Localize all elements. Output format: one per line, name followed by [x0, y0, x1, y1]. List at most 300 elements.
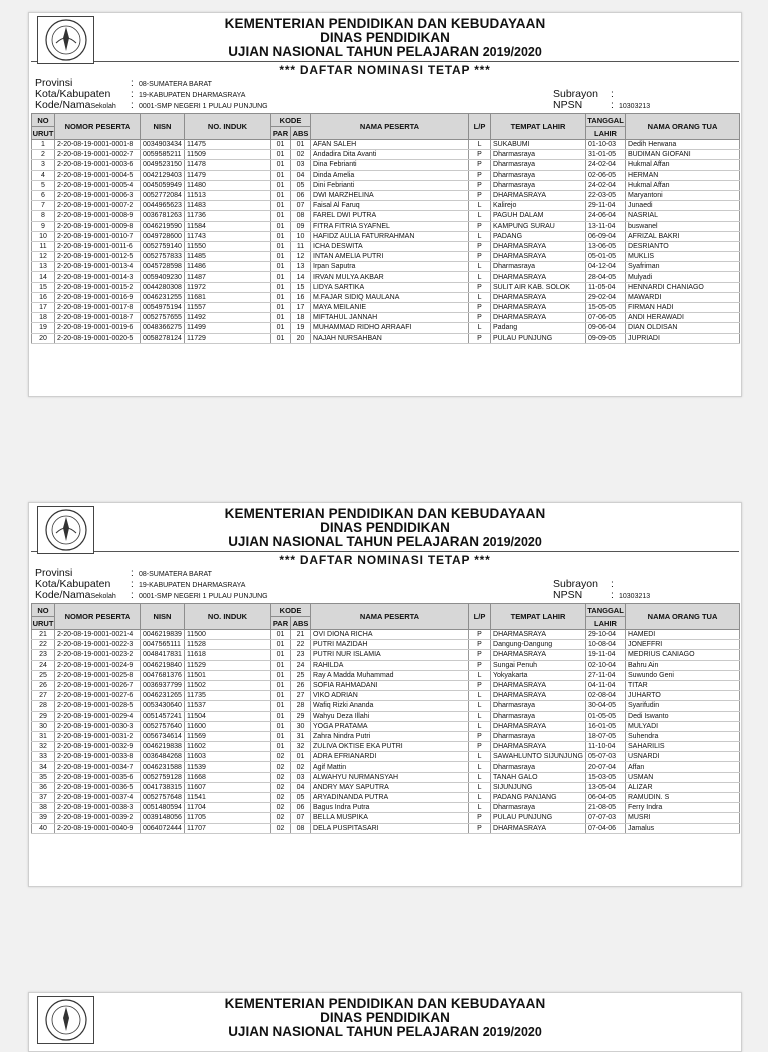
- table-cell: 02: [271, 772, 291, 782]
- table-row: [32, 680, 740, 690]
- table-cell: 02: [271, 793, 291, 803]
- table-cell: 11-05-04: [586, 282, 626, 292]
- table-cell: 0045059949: [141, 180, 185, 190]
- table-cell: 0049728600: [141, 231, 185, 241]
- table-cell: HAFIDZ AULIA FATURRAHMAN: [311, 231, 469, 241]
- table-cell: 31: [291, 731, 311, 741]
- table-cell: DHARMASRAYA: [491, 650, 586, 660]
- table-row: [32, 823, 740, 833]
- table-cell: Kalirejo: [491, 201, 586, 211]
- table-cell: 26: [32, 680, 55, 690]
- table-cell: 11569: [185, 731, 271, 741]
- table-cell: ICHA DESWITA: [311, 241, 469, 251]
- table-cell: 01: [271, 160, 291, 170]
- table-cell: 0036937799: [141, 680, 185, 690]
- table-cell: 16-01-05: [586, 721, 626, 731]
- table-cell: 01: [271, 731, 291, 741]
- table-cell: 11550: [185, 241, 271, 251]
- table-cell: 29-10-04: [586, 630, 626, 640]
- table-cell: OVI DIONA RICHA: [311, 630, 469, 640]
- table-cell: 01: [271, 323, 291, 333]
- table-cell: P: [469, 823, 491, 833]
- table-cell: Dangung-Dangung: [491, 640, 586, 650]
- table-cell: 11478: [185, 160, 271, 170]
- table-cell: 2-20-08-19-0001-0040-9: [55, 823, 141, 833]
- table-cell: 2-20-08-19-0001-0019-6: [55, 323, 141, 333]
- table-cell: 0059585211: [141, 150, 185, 160]
- table-cell: 15-03-05: [586, 772, 626, 782]
- table-cell: 05-01-05: [586, 252, 626, 262]
- table-cell: 27: [291, 691, 311, 701]
- table-cell: 13: [32, 262, 55, 272]
- table-cell: Dharmasraya: [491, 701, 586, 711]
- table-cell: 38: [32, 803, 55, 813]
- table-row: [32, 742, 740, 752]
- table-cell: AFAN SALEH: [311, 140, 469, 150]
- table-cell: 0044965623: [141, 201, 185, 211]
- table-cell: 11541: [185, 793, 271, 803]
- table-cell: Agif Mattin: [311, 762, 469, 772]
- table-cell: USNARDI: [626, 752, 740, 762]
- table-cell: 11502: [185, 680, 271, 690]
- table-cell: Wahyu Deza Illahi: [311, 711, 469, 721]
- table-cell: Dharmasraya: [491, 762, 586, 772]
- table-cell: USMAN: [626, 772, 740, 782]
- table-row: [32, 150, 740, 160]
- table-cell: DHARMASRAYA: [491, 292, 586, 302]
- table-cell: 11513: [185, 190, 271, 200]
- table-cell: DHARMASRAYA: [491, 252, 586, 262]
- table-cell: 11479: [185, 170, 271, 180]
- table-row: [32, 650, 740, 660]
- table-cell: BUDIMAN GIOFANI: [626, 150, 740, 160]
- table-cell: 11668: [185, 772, 271, 782]
- table-cell: FITRA FITRIA SYAFNEL: [311, 221, 469, 231]
- table-cell: DELA PUSPITASARI: [311, 823, 469, 833]
- table-cell: Ray A Madda Muhammad: [311, 670, 469, 680]
- table-cell: 2-20-08-19-0001-0024-9: [55, 660, 141, 670]
- table-row: [32, 752, 740, 762]
- table-cell: MULYADI: [626, 721, 740, 731]
- table-cell: Dharmasraya: [491, 170, 586, 180]
- table-cell: 2-20-08-19-0001-0013-4: [55, 262, 141, 272]
- table-cell: INTAN AMELIA PUTRI: [311, 252, 469, 262]
- department-title: DINAS PENDIDIKAN: [320, 30, 450, 45]
- table-cell: M.FAJAR SIDIQ MAULANA: [311, 292, 469, 302]
- table-row: [32, 231, 740, 241]
- table-cell: 01: [271, 262, 291, 272]
- table-row: [32, 762, 740, 772]
- table-cell: FIRMAN HADI: [626, 303, 740, 313]
- table-cell: 2: [32, 150, 55, 160]
- table-cell: 24-06-04: [586, 211, 626, 221]
- table-cell: MUSRI: [626, 813, 740, 823]
- table-cell: L: [469, 711, 491, 721]
- table-cell: 36: [32, 782, 55, 792]
- table-cell: 04-11-04: [586, 680, 626, 690]
- table-cell: 01: [271, 721, 291, 731]
- table-cell: Maryantoni: [626, 190, 740, 200]
- table-cell: 0046231255: [141, 292, 185, 302]
- table-cell: 11735: [185, 691, 271, 701]
- table-cell: L: [469, 803, 491, 813]
- exam-title: UJIAN NASIONAL TAHUN PELAJARAN 2019/2020: [228, 534, 542, 549]
- table-cell: DHARMASRAYA: [491, 630, 586, 640]
- table-cell: 31: [32, 731, 55, 741]
- table-cell: Dharmasraya: [491, 262, 586, 272]
- table-cell: 04-12-04: [586, 262, 626, 272]
- table-row: [32, 180, 740, 190]
- table-row: [32, 211, 740, 221]
- table-cell: 2-20-08-19-0001-0009-8: [55, 221, 141, 231]
- document-header: [31, 993, 739, 1039]
- table-cell: 0045728598: [141, 262, 185, 272]
- table-cell: L: [469, 292, 491, 302]
- table-cell: P: [469, 660, 491, 670]
- table-cell: 35: [32, 772, 55, 782]
- table-cell: JONEFFRI: [626, 640, 740, 650]
- table-row: [32, 731, 740, 741]
- table-cell: 30: [291, 721, 311, 731]
- table-cell: 01: [271, 140, 291, 150]
- table-cell: L: [469, 793, 491, 803]
- table-cell: 16: [291, 292, 311, 302]
- table-cell: 2-20-08-19-0001-0027-6: [55, 691, 141, 701]
- table-row: [32, 711, 740, 721]
- table-cell: 11607: [185, 782, 271, 792]
- table-cell: Dharmasraya: [491, 180, 586, 190]
- document-page-2: [28, 502, 742, 887]
- table-cell: P: [469, 742, 491, 752]
- table-cell: P: [469, 313, 491, 323]
- table-cell: 0052757640: [141, 721, 185, 731]
- table-cell: 14: [291, 272, 311, 282]
- table-cell: 33: [32, 752, 55, 762]
- table-cell: 11618: [185, 650, 271, 660]
- table-row: [32, 201, 740, 211]
- table-cell: JUPRIADI: [626, 333, 740, 343]
- table-row: [32, 160, 740, 170]
- table-cell: 2-20-08-19-0001-0005-4: [55, 180, 141, 190]
- table-cell: 0056734614: [141, 731, 185, 741]
- table-cell: 01: [271, 180, 291, 190]
- table-cell: 0058278124: [141, 333, 185, 343]
- table-cell: 08: [291, 211, 311, 221]
- table-cell: 24: [291, 660, 311, 670]
- table-cell: 01: [291, 140, 311, 150]
- document-page-1: [28, 12, 742, 397]
- table-cell: 0052772084: [141, 190, 185, 200]
- table-row: [32, 323, 740, 333]
- table-cell: 22: [32, 640, 55, 650]
- table-cell: LIDYA SARTIKA: [311, 282, 469, 292]
- table-cell: 11729: [185, 333, 271, 343]
- table-cell: SUKABUMI: [491, 140, 586, 150]
- table-cell: MIFTAHUL JANNAH: [311, 313, 469, 323]
- table-cell: 0047565111: [141, 640, 185, 650]
- table-cell: 0046231265: [141, 691, 185, 701]
- table-cell: Hukmal Affan: [626, 160, 740, 170]
- table-cell: 22-03-05: [586, 190, 626, 200]
- table-cell: Suhendra: [626, 731, 740, 741]
- table-cell: L: [469, 323, 491, 333]
- table-cell: 32: [291, 742, 311, 752]
- table-cell: 01: [271, 640, 291, 650]
- table-row: [32, 721, 740, 731]
- table-cell: KAMPUNG SURAU: [491, 221, 586, 231]
- table-cell: 02: [271, 823, 291, 833]
- table-cell: 2-20-08-19-0001-0011-6: [55, 241, 141, 251]
- table-cell: 16: [32, 292, 55, 302]
- table-cell: 2-20-08-19-0001-0015-2: [55, 282, 141, 292]
- table-cell: 01: [271, 303, 291, 313]
- table-cell: SIJUNJUNG: [491, 782, 586, 792]
- table-cell: 0034903434: [141, 140, 185, 150]
- table-cell: Zahra Nindra Putri: [311, 731, 469, 741]
- table-cell: 23: [291, 650, 311, 660]
- table-cell: Dharmasraya: [491, 150, 586, 160]
- table-cell: 11528: [185, 640, 271, 650]
- table-cell: 06-09-04: [586, 231, 626, 241]
- table-cell: 0052757648: [141, 793, 185, 803]
- table-cell: 07: [291, 201, 311, 211]
- exam-title: UJIAN NASIONAL TAHUN PELAJARAN 2019/2020: [228, 44, 542, 59]
- table-cell: Hukmal Affan: [626, 180, 740, 190]
- table-cell: 8: [32, 211, 55, 221]
- table-cell: MUHAMMAD RIDHO ARRAAFI: [311, 323, 469, 333]
- table-cell: SAHARILIS: [626, 742, 740, 752]
- table-cell: 1: [32, 140, 55, 150]
- table-cell: Sungai Penuh: [491, 660, 586, 670]
- table-cell: 01: [271, 701, 291, 711]
- table-cell: YOGA PRATAMA: [311, 721, 469, 731]
- table-cell: P: [469, 221, 491, 231]
- table-cell: 11486: [185, 262, 271, 272]
- table-cell: 0059409230: [141, 272, 185, 282]
- table-row: [32, 630, 740, 640]
- table-row: [32, 670, 740, 680]
- table-cell: 01: [271, 272, 291, 282]
- table-cell: 2-20-08-19-0001-0007-2: [55, 201, 141, 211]
- table-cell: 20: [291, 333, 311, 343]
- table-cell: 0051480594: [141, 803, 185, 813]
- table-cell: Bagus Indra Putra: [311, 803, 469, 813]
- table-cell: 11501: [185, 670, 271, 680]
- table-cell: P: [469, 731, 491, 741]
- table-cell: P: [469, 180, 491, 190]
- table-cell: 2-20-08-19-0001-0016-9: [55, 292, 141, 302]
- table-cell: 0052759140: [141, 241, 185, 251]
- table-cell: 30-04-05: [586, 701, 626, 711]
- table-cell: 20: [32, 333, 55, 343]
- table-cell: Dharmasraya: [491, 803, 586, 813]
- table-cell: buswanel: [626, 221, 740, 231]
- exam-title: UJIAN NASIONAL TAHUN PELAJARAN 2019/2020: [228, 1024, 542, 1039]
- table-cell: 15: [291, 282, 311, 292]
- table-cell: DHARMASRAYA: [491, 303, 586, 313]
- table-cell: Faisal Al Faruq: [311, 201, 469, 211]
- table-cell: 2-20-08-19-0001-0002-7: [55, 150, 141, 160]
- table-cell: JUHARTO: [626, 691, 740, 701]
- table-cell: 11704: [185, 803, 271, 813]
- table-cell: 01: [271, 670, 291, 680]
- table-cell: 32: [32, 742, 55, 752]
- table-cell: 05: [291, 180, 311, 190]
- table-cell: Jamalus: [626, 823, 740, 833]
- table-cell: 11557: [185, 303, 271, 313]
- table-cell: BELLA MUSPIKA: [311, 813, 469, 823]
- table-cell: 0036781263: [141, 211, 185, 221]
- table-cell: 0052757833: [141, 252, 185, 262]
- table-row: [32, 803, 740, 813]
- table-row: [32, 221, 740, 231]
- table-cell: 11500: [185, 630, 271, 640]
- table-cell: 13-11-04: [586, 221, 626, 231]
- table-cell: 11600: [185, 721, 271, 731]
- table-cell: 27: [32, 691, 55, 701]
- table-row: [32, 292, 740, 302]
- table-cell: 02: [291, 150, 311, 160]
- table-cell: 02-06-05: [586, 170, 626, 180]
- ministry-title: KEMENTERIAN PENDIDIKAN DAN KEBUDAYAAN: [224, 16, 546, 31]
- table-cell: 01: [271, 313, 291, 323]
- table-cell: 19-11-04: [586, 650, 626, 660]
- table-cell: DHARMASRAYA: [491, 721, 586, 731]
- table-cell: 2-20-08-19-0001-0028-5: [55, 701, 141, 711]
- table-row: [32, 241, 740, 251]
- table-row: [32, 782, 740, 792]
- table-cell: 02: [271, 803, 291, 813]
- table-cell: 11539: [185, 762, 271, 772]
- table-row: [32, 262, 740, 272]
- table-cell: 2-20-08-19-0001-0021-4: [55, 630, 141, 640]
- table-cell: Dini Febrianti: [311, 180, 469, 190]
- table-cell: 29-02-04: [586, 292, 626, 302]
- table-cell: L: [469, 691, 491, 701]
- ministry-title: KEMENTERIAN PENDIDIKAN DAN KEBUDAYAAN: [224, 506, 546, 521]
- table-cell: Irpan Saputra: [311, 262, 469, 272]
- table-cell: L: [469, 201, 491, 211]
- table-cell: 01: [271, 190, 291, 200]
- table-cell: 2-20-08-19-0001-0004-5: [55, 170, 141, 180]
- table-cell: PAGUH DALAM: [491, 211, 586, 221]
- table-cell: DHARMASRAYA: [491, 272, 586, 282]
- table-cell: 0041738315: [141, 782, 185, 792]
- table-row: [32, 772, 740, 782]
- table-row: [32, 313, 740, 323]
- table-cell: 11485: [185, 252, 271, 262]
- table-cell: Mulyadi: [626, 272, 740, 282]
- table-cell: 2-20-08-19-0001-0037-4: [55, 793, 141, 803]
- table-cell: P: [469, 170, 491, 180]
- table-cell: Suwundo Geni: [626, 670, 740, 680]
- table-cell: L: [469, 772, 491, 782]
- table-cell: L: [469, 140, 491, 150]
- table-cell: Wafiq Rizki Ananda: [311, 701, 469, 711]
- table-cell: 10: [291, 231, 311, 241]
- table-cell: 13: [291, 262, 311, 272]
- table-cell: 09-06-04: [586, 323, 626, 333]
- table-cell: 22: [291, 640, 311, 650]
- table-cell: 28-04-05: [586, 272, 626, 282]
- table-cell: 4: [32, 170, 55, 180]
- table-cell: 04: [291, 170, 311, 180]
- tut-wuri-handayani-logo: [37, 996, 94, 1044]
- table-cell: 01-05-05: [586, 711, 626, 721]
- table-cell: 11603: [185, 752, 271, 762]
- table-cell: SOFIA RAHMADANI: [311, 680, 469, 690]
- table-cell: 09: [291, 221, 311, 231]
- table-row: [32, 282, 740, 292]
- table-cell: 01: [271, 660, 291, 670]
- table-cell: DHARMASRAYA: [491, 241, 586, 251]
- table-cell: 0052759128: [141, 772, 185, 782]
- table-cell: 2-20-08-19-0001-0008-9: [55, 211, 141, 221]
- table-cell: 10: [32, 231, 55, 241]
- table-cell: P: [469, 650, 491, 660]
- table-cell: 0042129403: [141, 170, 185, 180]
- table-cell: 06: [291, 803, 311, 813]
- table-cell: 01: [271, 680, 291, 690]
- table-cell: Yokyakarta: [491, 670, 586, 680]
- table-cell: PADANG PANJANG: [491, 793, 586, 803]
- table-cell: 2-20-08-19-0001-0018-7: [55, 313, 141, 323]
- table-cell: 2-20-08-19-0001-0036-5: [55, 782, 141, 792]
- table-cell: DHARMASRAYA: [491, 680, 586, 690]
- table-cell: 2-20-08-19-0001-0012-5: [55, 252, 141, 262]
- table-cell: 2-20-08-19-0001-0017-8: [55, 303, 141, 313]
- school-metadata: Provinsi : 08-SUMATERA BARAT Kota/Kabupaten : 19-KABUPATEN DHARMASRAYA Kode/NamaSekolah : 0001-SMP NEGERI 1 PULAU PUNJUNG Subrayon : NPSN : 10303213: [35, 567, 651, 601]
- table-cell: 13-05-04: [586, 782, 626, 792]
- table-cell: AFRIZAL BAKRI: [626, 231, 740, 241]
- list-title: *** DAFTAR NOMINASI TETAP ***: [279, 63, 491, 77]
- table-cell: 31-01-05: [586, 150, 626, 160]
- table-cell: Dharmasraya: [491, 711, 586, 721]
- table-cell: 29: [291, 711, 311, 721]
- table-cell: Andadira Dita Avanti: [311, 150, 469, 160]
- table-cell: MAWARDI: [626, 292, 740, 302]
- table-cell: 11492: [185, 313, 271, 323]
- table-cell: 02: [271, 752, 291, 762]
- table-cell: 01-10-03: [586, 140, 626, 150]
- table-cell: 2-20-08-19-0001-0029-4: [55, 711, 141, 721]
- table-cell: NAJAH NURSAHBAN: [311, 333, 469, 343]
- table-cell: 01: [291, 752, 311, 762]
- table-cell: 2-20-08-19-0001-0031-2: [55, 731, 141, 741]
- table-cell: 11537: [185, 701, 271, 711]
- table-cell: 25: [291, 670, 311, 680]
- table-row: [32, 272, 740, 282]
- table-row: [32, 252, 740, 262]
- table-cell: P: [469, 333, 491, 343]
- table-cell: 17: [32, 303, 55, 313]
- table-row: [32, 691, 740, 701]
- table-cell: 01: [271, 241, 291, 251]
- table-row: [32, 303, 740, 313]
- table-cell: 28: [291, 701, 311, 711]
- table-cell: 11743: [185, 231, 271, 241]
- table-cell: 03: [291, 772, 311, 782]
- table-cell: ANDRY MAY SAPUTRA: [311, 782, 469, 792]
- nomination-table-1: NO NOMOR PESERTA NISN NO. INDUK KODE NAMA PESERTA L/P TEMPAT LAHIR TANGGAL NAMA ORANG TUA URUT PAR ABS LAHIR 1 2-20-08-19-0001-0001-8 0034903434 11475 01 01 AFAN SALEH L SUKABUMI 01-10-03 Dedih Herwana 2 2-20-08-19-0001-0002-7 0059585211 11509 01 02 Andadira Dita Avanti P Dharmasraya 31-01-05 BUDIMAN GIOFANI 3 2-20-08-19-0001-0003-6 0049523150 11478 01 03 Dina Febrianti P Dharmasraya 24-02-04 Hukmal Affan 4 2-20-08-19-0001-0004-5 0042129403 11479 01 04 Dinda Amelia P Dharmasraya 02-06-05 HERMAN 5 2-20-08-19-0001-0005-4 0045059949 11480 01 05 Dini Febrianti P Dharmasraya 24-02-04 Hukmal Affan 6 2-20-08-19-0001-0006-3 0052772084 11513 01 06 DWI MARZHELINA P DHARMASRAYA 22-03-05 Maryantoni 7 2-20-08-19-0001-0007-2 0044965623 11483 01 07 Faisal Al Faruq L Kalirejo 29-11-04 Junaedi 8 2-20-08-19-0001-0008-9 0036781263 11736 01 08 FAREL DWI PUTRA L PAGUH DALAM 24-06-04 NASRIAL 9 2-20-08-19-0001-0009-8 0046219590 11584 01 09 FITRA FITRIA SYAFNEL P KAMPUNG SURAU 13-11-04 buswanel 10 2-20-08-19-0001-0010-7 0049728600 11743 01 10 HAFIDZ AULIA FATURRAHMAN L PADANG 06-09-04 AFRIZAL BAKRI 11 2-20-08-19-0001-0011-6 0052759140 11550 01 11 ICHA DESWITA P DHARMASRAYA 13-06-05 DESRIANTO 12 2-20-08-19-0001-0012-5 0052757833 11485 01 12 INTAN AMELIA PUTRI P DHARMASRAYA 05-01-05 MUKLIS 13 2-20-08-19-0001-0013-4 0045728598 11486 01 13 Irpan Saputra L Dharmasraya 04-12-04 Syafriman 14 2-20-08-19-0001-0014-3 0059409230 11487 01 14 IRVAN MULYA AKBAR L DHARMASRAYA 28-04-05 Mulyadi 15 2-20-08-19-0001-0015-2 0044280308 11972 01 15 LIDYA SARTIKA P SULIT AIR KAB. SOLOK 11-05-04 HENNARDI CHANIAGO 16 2-20-08-19-0001-0016-9 0046231255 11681 01 16 M.FAJAR SIDIQ MAULANA L DHARMASRAYA 29-02-04 MAWARDI 17 2-20-08-19-0001-0017-8 0054975194 11557 01 17 MAYA MEILANIE P DHARMASRAYA 15-05-05 FIRMAN HADI 18 2-20-08-19-0001-0018-7 0052757655 11492 01 18 MIFTAHUL JANNAH P DHARMASRAYA 07-06-05 ANDI HERAWADI 19 2-20-08-19-0001-0019-6 0048366275 11499 01 19 MUHAMMAD RIDHO ARRAAFI L Padang 09-06-04 DIAN OLDISAN 20 2-20-08-19-0001-0020-5 0058278124 11729 01 20 NAJAH NURSAHBAN P PULAU PUNJUNG 09-09-05 JUPRIADI: [31, 113, 740, 344]
- table-cell: PULAU PUNJUNG: [491, 813, 586, 823]
- table-cell: TANAH GALO: [491, 772, 586, 782]
- table-cell: DHARMASRAYA: [491, 691, 586, 701]
- table-cell: 14: [32, 272, 55, 282]
- table-cell: 11972: [185, 282, 271, 292]
- table-cell: 01: [271, 333, 291, 343]
- table-cell: 11736: [185, 211, 271, 221]
